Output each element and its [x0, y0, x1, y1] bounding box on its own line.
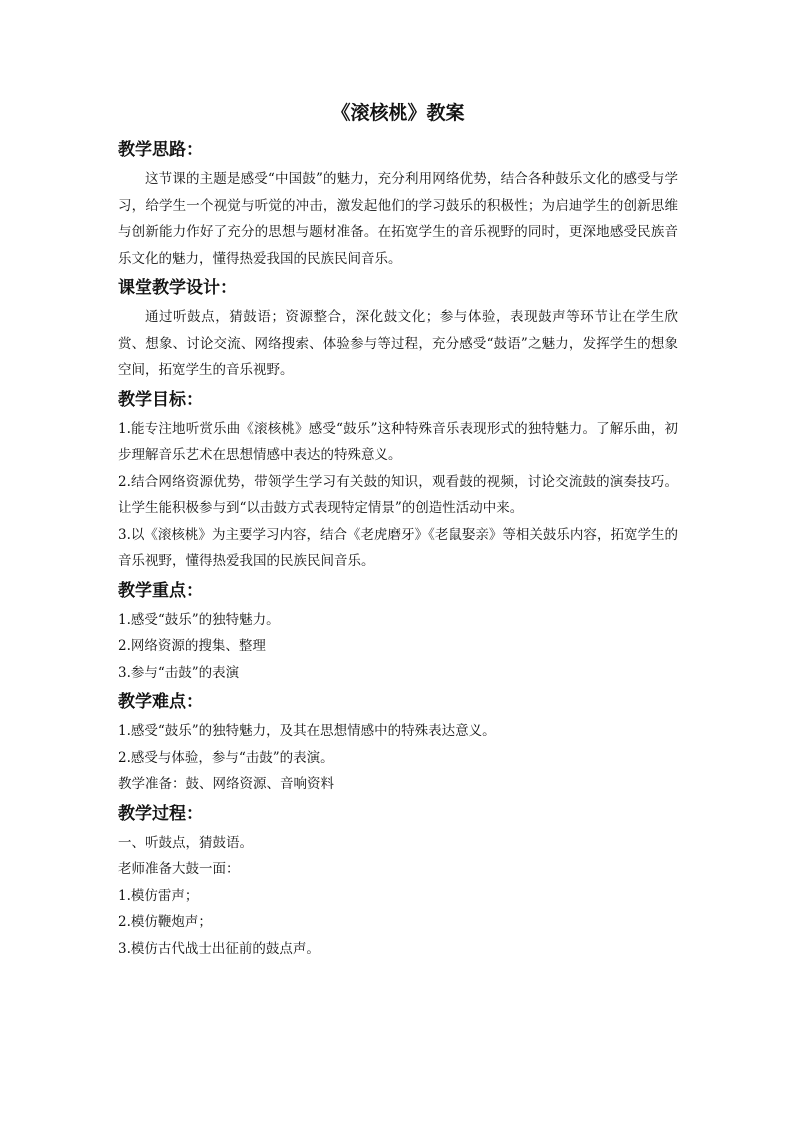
list-item: 一、听鼓点，猜鼓语。 [118, 834, 253, 851]
list-item: 1.感受“鼓乐”的独特魅力。 [118, 611, 280, 628]
list-item: 2.感受与体验，参与“击鼓”的表演。 [118, 749, 334, 766]
section-heading-difficult-points: 教学难点： [118, 692, 203, 712]
list-item: 老师准备大鼓一面： [118, 861, 240, 877]
list-item: 教学准备：鼓、网络资源、音响资料 [118, 776, 334, 792]
document-title: 《滚核桃》教案 [331, 102, 465, 124]
list-item: 1.感受“鼓乐”的独特魅力，及其在思想情感中的特殊表达意义。 [118, 723, 496, 739]
list-item: 3.模仿古代战士出征前的鼓点声。 [118, 940, 320, 957]
section-paragraph-classroom-design: 通过听鼓点，猜鼓语；资源整合，深化鼓文化；参与体验，表现鼓声等环节让在学生欣赏、想象、讨论交流、网络搜索、体验参与等过程，充分感受“鼓语”之魅力，发挥学生的想象空间，拓宽学生的音乐视野。 [118, 309, 678, 378]
section-heading-key-points: 教学重点： [118, 580, 203, 601]
list-item: 2.结合网络资源优势，带领学生学习有关鼓的知识，观看鼓的视频，讨论交流鼓的演奏技巧。让学生能积极参与到“以击鼓方式表现特定情景”的创造性活动中来。 [118, 473, 678, 516]
section-heading-teaching-approach: 教学思路： [118, 140, 203, 160]
section-heading-teaching-process: 教学过程： [118, 803, 203, 824]
list-item: 2.网络资源的搜集、整理 [118, 638, 266, 654]
list-item: 1.能专注地听赏乐曲《滚核桃》感受“鼓乐”这种特殊音乐表现形式的独特魅力。了解乐曲，初步理解音乐艺术在思想情感中表达的特殊意义。 [118, 420, 678, 463]
list-item: 3.以《滚核桃》为主要学习内容，结合《老虎磨牙》《老鼠娶亲》等相关鼓乐内容，拓宽学生的音乐视野，懂得热爱我国的民族民间音乐。 [118, 526, 678, 569]
document-body [118, 96, 678, 962]
section-heading-classroom-design: 课堂教学设计： [118, 278, 237, 298]
list-item: 2.模仿鞭炮声； [118, 914, 212, 930]
section-paragraph-teaching-approach: 这节课的主题是感受“中国鼓”的魅力，充分利用网络优势，结合各种鼓乐文化的感受与学习，给学生一个视觉与听觉的冲击，激发起他们的学习鼓乐的积极性；为启迪学生的创新思维与创新能力作好了充分的思想与题材准备。在拓宽学生的音乐视野的同时，更深地感受民族音乐文化的魅力，懂得热爱我国的民族民间音乐。 [118, 171, 678, 267]
section-heading-teaching-goals: 教学目标： [118, 389, 203, 410]
list-item: 3.参与“击鼓”的表演 [118, 664, 240, 681]
list-item: 1.模仿雷声； [118, 887, 199, 904]
